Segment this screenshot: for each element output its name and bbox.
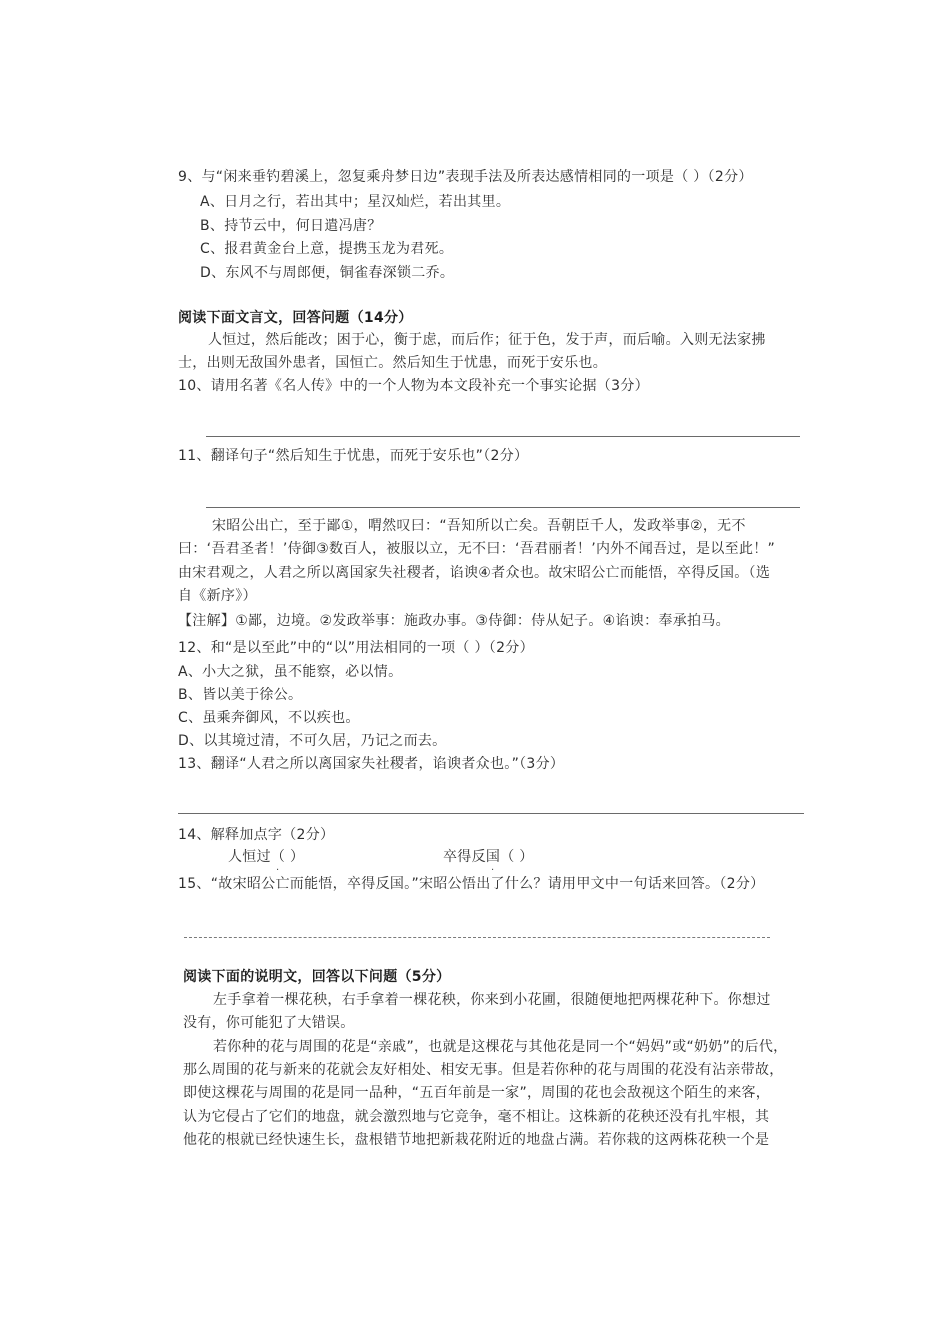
passage2-line: 宋昭公出亡，至于鄙①，喟然叹曰：“吾知所以亡矣。吾朝臣千人，发政举事②，无不	[212, 518, 746, 534]
q12-option-b: B、皆以美于徐公。	[178, 687, 303, 703]
emphasis-dot: ·	[276, 865, 280, 876]
q9-option-d: D、东风不与周郎便，铜雀春深锁二乔。	[200, 265, 455, 281]
q12-option-a: A、小大之狱，虽不能察，必以情。	[178, 664, 403, 680]
passage2-line: 自《新序》）	[178, 588, 257, 604]
q12-stem: 12、和“是以至此”中的“以”用法相同的一项（ ）（2分）	[178, 640, 534, 656]
q14-stem: 14、解释加点字（2分）	[178, 827, 335, 843]
q14-item-2: 卒得反国（ ）	[443, 849, 534, 865]
q9-option-c: C、报君黄金台上意，提携玉龙为君死。	[200, 241, 454, 257]
q14-item-1: 人恒过（ ）	[228, 849, 305, 865]
q11-answer-line[interactable]	[206, 507, 800, 508]
q9-option-a: A、日月之行，若出其中；星汉灿烂，若出其里。	[200, 194, 511, 210]
section2-paragraph-line: 左手拿着一棵花秧，右手拿着一棵花秧，你来到小花圃，很随便地把两棵花种下。你想过	[213, 992, 771, 1008]
q13-answer-line[interactable]	[178, 813, 804, 814]
section2-heading: 阅读下面的说明文，回答以下问题（5分）	[183, 969, 451, 985]
emphasis-dot: ·	[491, 865, 495, 876]
section2-paragraph-line: 若你种的花与周围的花是“亲戚”，也就是这棵花与其他花是同一个“妈妈”或“奶奶”的后代，	[213, 1039, 788, 1055]
section2-paragraph-line: 他花的根就已经快速生长，盘根错节地把新栽花附近的地盘占满。若你栽的这两株花秧一个是	[183, 1132, 770, 1148]
q11-stem: 11、翻译句子“然后知生于忧患，而死于安乐也”（2分）	[178, 448, 529, 464]
q15-answer-line[interactable]	[184, 937, 770, 938]
annotation-notes: 【注解】①鄙，边境。②发政举事：施政办事。③侍御：侍从妃子。④谄谀：奉承拍马。	[178, 613, 730, 629]
q15-stem: 15、“故宋昭公亡而能悟，卒得反国。”宋昭公悟出了什么？请用甲文中一句话来回答。（2分）	[178, 876, 765, 892]
section1-passage-line: 士，出则无敌国外患者，国恒亡。然后知生于忧患，而死于安乐也。	[178, 355, 607, 371]
section2-paragraph-line: 没有，你可能犯了大错误。	[183, 1015, 355, 1031]
section2-paragraph-line: 认为它侵占了它们的地盘，就会激烈地与它竞争，毫不相让。这株新的花秧还没有扎牢根，其	[183, 1109, 770, 1125]
passage2-line: 曰：‘吾君圣者！’侍御③数百人，被服以立，无不曰：‘吾君丽者！’内外不闻吾过，是以至此！”	[178, 541, 776, 557]
q9-stem: 9、与“闲来垂钓碧溪上，忽复乘舟梦日边”表现手法及所表达感情相同的一项是（ ）（2分）	[178, 169, 753, 185]
q9-option-b: B、持节云中，何日遣冯唐？	[200, 218, 382, 234]
section1-passage-line: 人恒过，然后能改；困于心，衡于虑，而后作；征于色，发于声，而后喻。入则无法家拂	[208, 332, 766, 348]
section2-paragraph-line: 即使这棵花与周围的花是同一品种，“五百年前是一家”，周围的花也会敌视这个陌生的来客，	[183, 1085, 771, 1101]
q12-option-c: C、虽乘奔御风，不以疾也。	[178, 710, 360, 726]
passage2-line: 由宋君观之，人君之所以离国家失社稷者，谄谀④者众也。故宋昭公亡而能悟，卒得反国。（选	[178, 565, 771, 581]
q12-option-d: D、以其境过清，不可久居，乃记之而去。	[178, 733, 447, 749]
section2-paragraph-line: 那么周围的花与新来的花就会友好相处、相安无事。但是若你种的花与周围的花没有沾亲带故，	[183, 1062, 784, 1078]
q13-stem: 13、翻译“人君之所以离国家失社稷者，谄谀者众也。”（3分）	[178, 756, 565, 772]
q10-stem: 10、请用名著《名人传》中的一个人物为本文段补充一个事实论据（3分）	[178, 378, 649, 394]
q10-answer-line[interactable]	[206, 436, 800, 437]
section1-heading: 阅读下面文言文，回答问题（14分）	[178, 310, 413, 326]
